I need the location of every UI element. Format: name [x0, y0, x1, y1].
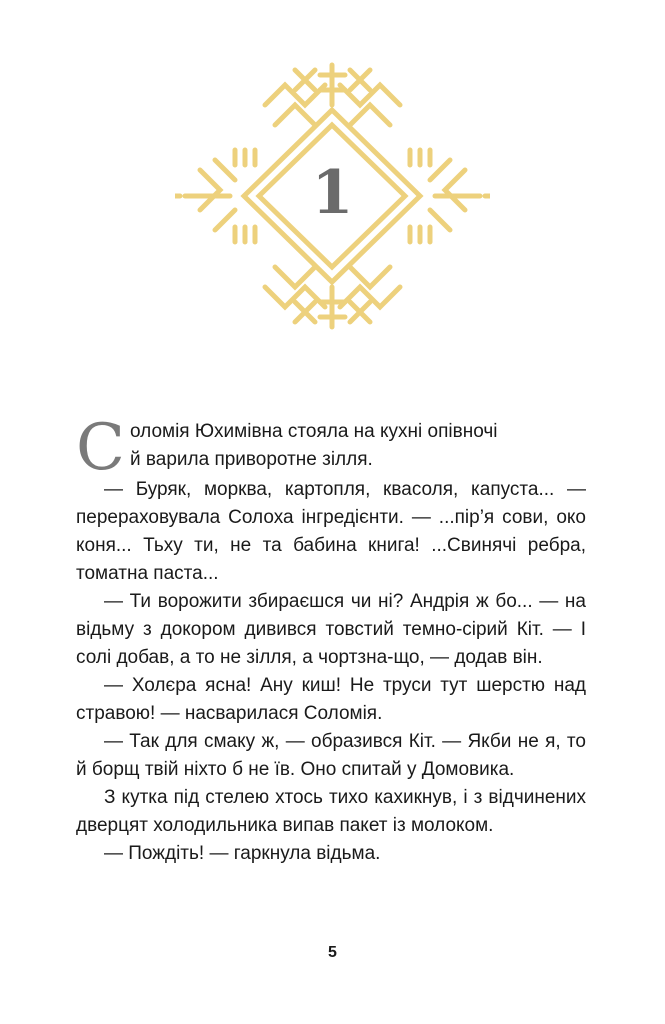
paragraph: — Буряк, морква, картопля, квасоля, капуста... — перераховувала Солоха інгредієнти. — ...пір’я сови, око коня... Тьху ти, не та бабина книга! ...Свинячі ребра, томатна паста...	[76, 479, 586, 584]
paragraph: — Холєра ясна! Ану киш! Не труси тут шерстю над стравою! — насварилася Соломія.	[76, 675, 586, 724]
paragraph: З кутка під стелею хтось тихо кахикнув, і з відчинених дверцят холодильника випав пакет із молоком.	[76, 787, 586, 836]
paragraph: — Так для смаку ж, — образився Кіт. — Якби не я, то й борщ твій ніхто б не їв. Оно спитай у Домовика.	[76, 731, 586, 780]
chapter-number: 1	[311, 158, 354, 228]
chapter-body	[76, 411, 586, 868]
page-number: 5	[328, 944, 337, 961]
first-paragraph	[76, 411, 586, 485]
paragraph: — Ти ворожити збираєшся чи ні? Андрія ж бо... — на відьму з докором дивився товстий темно-сірий Кіт. — І солі добав, а то не зілля, а чортзна-що, — додав він.	[76, 591, 586, 668]
paragraph: — Пождіть! — гаркнула відьма.	[104, 843, 381, 864]
paragraph-line: й варила приворотне зілля.	[130, 449, 373, 470]
drop-cap: С	[76, 411, 125, 485]
paragraph-line: оломія Юхимівна стояла на кухні опівночі	[130, 421, 498, 442]
